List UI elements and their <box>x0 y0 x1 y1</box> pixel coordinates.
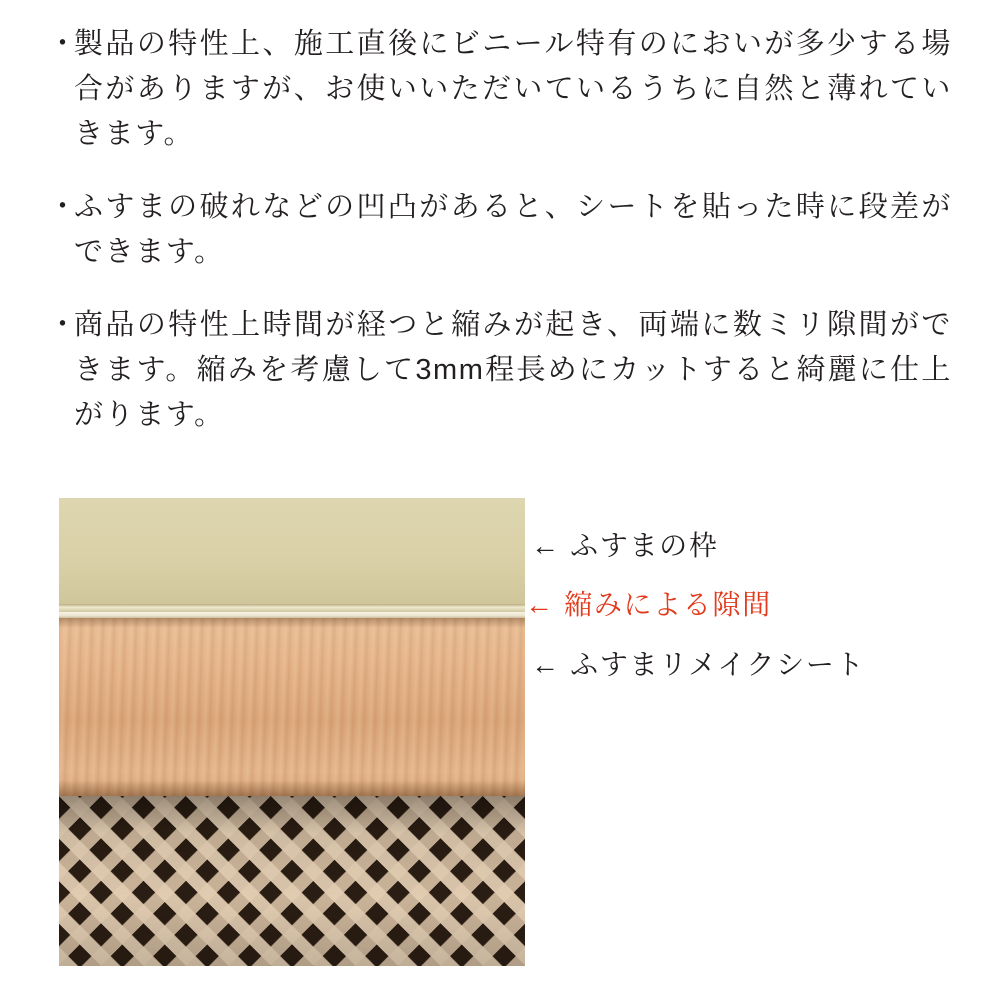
bullet-marker: ・ <box>48 28 78 60</box>
frame-edge-highlight <box>59 604 525 612</box>
remake-sheet-region <box>59 618 525 796</box>
bullet-marker: ・ <box>48 309 78 341</box>
list-item <box>48 185 952 275</box>
callout-gap-label: ← 縮みによる隙間 <box>525 589 772 620</box>
callout-frame-label: ← ふすまの枠 <box>531 530 719 561</box>
callout-labels <box>525 498 995 966</box>
callout-sheet-label: ← ふすまリメイクシート <box>531 649 866 680</box>
note-text: ふすまの破れなどの凹凸があると、シートを貼った時に段差ができます。 <box>74 191 952 268</box>
sheet-top-shadow <box>59 618 525 628</box>
figure <box>0 498 1000 968</box>
fusuma-frame-region <box>59 498 525 615</box>
notes-list <box>0 0 1000 438</box>
woven-lattice-shading <box>59 796 525 966</box>
note-text: 製品の特性上、施工直後にビニール特有のにおいが多少する場合がありますが、お使いいただいているうちに自然と薄れていきます。 <box>74 28 952 150</box>
list-item <box>48 303 952 438</box>
note-text: 商品の特性上時間が経つと縮みが起き、両端に数ミリ隙間ができます。縮みを考慮して3mm程長めにカットすると綺麗に仕上がります。 <box>74 309 952 431</box>
sheet-bottom-shadow <box>59 780 525 796</box>
fusuma-cross-section-photo <box>59 498 525 966</box>
list-item <box>48 22 952 157</box>
bullet-marker: ・ <box>48 191 78 223</box>
